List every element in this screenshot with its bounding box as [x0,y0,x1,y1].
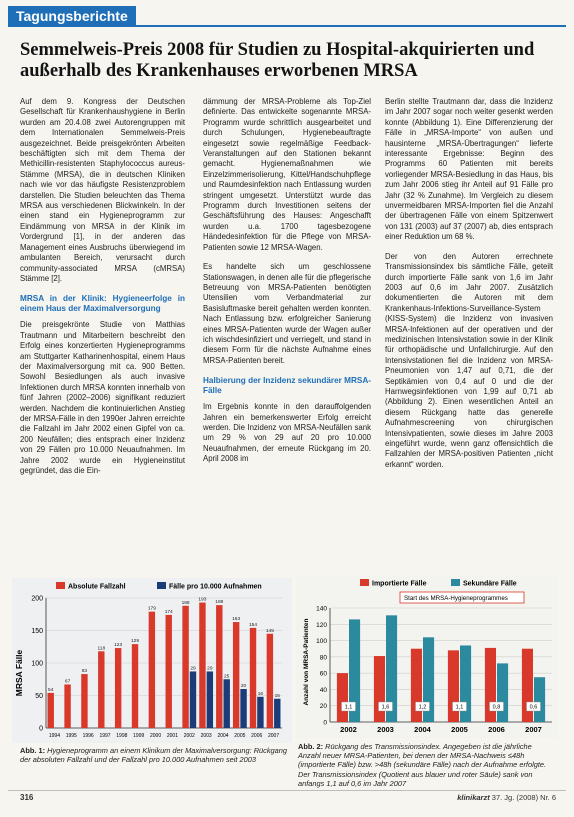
bar-per10000 [257,697,263,728]
bar-absolute [267,634,273,728]
paragraph: Auf dem 9. Kongress der Deutschen Gesellschaft für Krankenhaushygiene in Berlin wurden am 20.4.08 zwei Autorengruppen mit dem Internationalen Semmelweis-Preis ausgezeichnet. Beide preisgekrönten Arbeiten beschäftigten sich mit dem Thema der Methicillin-resistenten Staphylococcus aureus-Stämme (MRSA), die in deutschen Kliniken nach wie vor das häufigste Resistenzproblem darstellen. Die Studien beleuchten das Thema MRSA aus verschiedenen Blickwinkeln. In der einen stand ein Hygieneprogramm zur Eindämmung von MRSA in der Klinik im Vordergrund [1], in der anderen das Management eines Ausbruchs überwiegend im ambulanten Bereich, verursacht durch community-associated MRSA (cMRSA) Stämme [2]. [20,97,185,283]
program-start-note: Start des MRSA-Hygieneprogrammes [404,595,508,602]
x-tick-label: 2003 [377,725,394,734]
figure-1-caption [20,746,290,764]
journal-info [457,793,556,802]
y-tick-label: 40 [319,686,327,694]
y-tick-label: 20 [319,703,327,711]
bar-absolute [98,651,104,728]
bar-sekundaer [497,663,508,722]
bar-value-label: 179 [147,606,156,612]
x-tick-label: 2001 [166,733,178,739]
bar-importiert [374,656,385,722]
chart-2 [296,576,558,738]
bar-per10000 [207,671,213,728]
y-axis-label: MRSA Fälle [14,649,24,697]
legend-swatch-per10000 [157,582,166,589]
bar-value-label: 20 [240,684,247,689]
paragraph: dämmung der MRSA-Probleme als Top-Ziel definierte. Das entwickelte sogenannte MRSA-Programm wurde schrittlich ausgearbeitet und durch Schulungen, Hygienebeauftragte eingesetzt sowie regelmäßige Feedback-Veranstaltungen auf den Stationen bekannt gemacht. Hygienemaßnahmen wie Einzelzimmerisolierung, Kittel/Handschuhpflege und Raumdesinfektion nach Entlassung wurden stringent umgesetzt. Unterstützt wurde das Programm durch Investitionen seitens der Geschäftsführung des Hauses: Angeschafft wurden u.a. 1700 tagesbezogene Händedesinfektion für die Pflege von MRSA-Patienten sowie 12 MRSA-Wagen. [203,97,371,252]
bar-value-label: 83 [81,669,88,675]
legend-label-importiert: Importierte Fälle [372,580,427,588]
x-tick-label: 2000 [150,733,162,739]
bar-value-label: 15 [274,693,280,699]
bar-absolute [64,684,70,728]
bar-per10000 [224,679,230,728]
journal-name: klinikarzt [457,793,490,802]
index-label: 1,2 [418,704,427,711]
y-tick-label: 0 [323,719,327,727]
index-label: 1,1 [455,704,464,711]
bar-value-label: 193 [198,597,207,603]
bar-value-label: 29 [190,666,196,672]
paragraph: Es handelte sich um geschlossene Stationswagen, in denen alle für die pflegerische Betreuung von MRSA-Patienten benötigten Utensilien vom Verbandmaterial zur Basisluftmaske bereit gehalten werden konnten. Nach Entlassung bzw. erfolgreicher Sanierung eines MRSA-Patienten wurde der Wagen außer ich wischdesinfiziert und verriegelt, und stand in diesem Form für die nächste Aufnahme eines MRSA-Patienten bereit. [203,262,371,365]
index-label: 0,8 [492,704,501,711]
x-tick-label: 2007 [268,733,280,739]
bar-value-label: 25 [224,674,230,680]
x-tick-label: 1999 [133,733,145,739]
x-tick-label: 1994 [48,733,60,739]
x-tick-label: 2004 [414,725,431,734]
caption-label: Abb. 2: [298,742,324,751]
legend-swatch-importiert [360,579,369,586]
bar-value-label: 123 [114,643,123,649]
x-tick-label: 2006 [488,725,505,734]
bar-absolute [199,603,205,728]
bar-value-label: 118 [97,646,106,652]
figure-1 [12,578,292,743]
text-column-1 [20,97,185,485]
paragraph: Der von den Autoren errechnete Transmissionsindex bis sämtliche Fälle, geteilt durch importierte Fälle sank von 1,6 im Jahr 2003 auf 0,6 im Jahr 2007. Zusätzlich dokumentierten die Autoren mit dem Krankenhaus-Infektions-Surveillance-System (KISS-System) die Inzidenz von invasiven MRSA-Infektionen auf der operativen und der medizinischen Intensivstation sowie in der Klinik für orthopädische und Unfallchirurgie. Auf den Intensivstationen fiel die Inzidenz von MRSA-Pneumonien von 1,47 auf 0,71, die der Septikämien von 0,4 auf 0 und die der Harnwegsinfektionen von 1,99 auf 0,71 ab (Abbildung 2). Einen wesentlichen Anteil an diesem Rückgang hatte das generelle Aufnahmescreening von chirurgischen Intensivpatienten, sowie dieses im Jahre 2003 eingeführt wurde, wenn ganz offensichtlich die Fallzahlen der MRSA-positiven Patienten „nicht erkannt“ worden. [385,251,553,469]
subheading: MRSA in der Klinik: Hygieneerfolge in einem Haus der Maximalversorgung [20,294,185,314]
y-tick-label: 200 [31,595,43,603]
bar-value-label: 129 [131,639,140,645]
chart-1 [12,578,292,743]
caption-text: Rückgang des Transmissionsindex. Angegeben ist die jährliche Anzahl neuer MRSA-Patienten, bei denen der MRSA-Nachweis ≤48h (importierte Fälle) bzw. >48h (sekundäre Fälle) nach der Aufnahme erfolgte. Der Transmissionsindex (Quotient aus blauer und roter Säule) sank von anfangs 1,1 auf 0,6 im Jahr 2007 [298,742,547,788]
bar-per10000 [274,699,280,728]
x-tick-label: 2002 [340,725,357,734]
y-tick-label: 80 [319,654,327,662]
section-tag: Tagungsberichte [8,6,136,27]
paragraph: Berlin stellte Trautmann dar, dass die Inzidenz im Jahr 2007 sogar noch weiter gesenkt werden konnte (Abbildung 1). Eine Differenzierung der Fälle in „MRSA-Importe“ von außen und hausinterne „MRSA-Übertragungen“ lieferte interessante Ergebnisse: Beginn des Programms 60 Patienten mit bereits vorliegender MRSA-Besiedlung in das Haus, bis zum Jahr 2006 stieg ihr Anteil auf 91 Fälle pro Jahr (32 % Zunahme). Im Vergleich zu diesem unvermeidbaren MRSA-Importen fiel die Anzahl der übertragenen Fälle von einem Spitzenwert von 131 (2003) auf 37 (2007) ab, dies entsprach einer Reduktion um 68 %. [385,97,553,242]
bar-sekundaer [534,677,545,722]
bar-absolute [233,622,239,728]
x-tick-label: 2005 [451,725,468,734]
bar-absolute [48,693,54,728]
bar-value-label: 163 [232,617,241,623]
y-tick-label: 120 [316,621,327,629]
journal-issue: 37. Jg. (2008) Nr. 6 [491,793,556,802]
text-column-3 [385,97,553,479]
bar-absolute [166,615,172,728]
x-tick-label: 1998 [116,733,128,739]
x-tick-label: 2002 [183,733,195,739]
bar-value-label: 16 [257,691,264,697]
y-tick-label: 0 [39,725,43,733]
y-tick-label: 150 [31,628,43,635]
index-label: 1,1 [344,704,353,711]
bar-value-label: 189 [215,600,224,606]
legend-swatch-sekundaer [451,579,460,586]
y-tick-label: 100 [31,660,43,668]
x-tick-label: 2003 [200,733,212,739]
bar-importiert [448,650,459,722]
bar-absolute [81,674,87,728]
bar-absolute [149,612,155,728]
figure-2-caption [298,742,553,788]
bar-absolute [115,648,121,728]
bar-importiert [337,673,348,722]
legend-label-per10000: Fälle pro 10.000 Aufnahmen [169,583,262,591]
section-rule [8,25,566,27]
bar-value-label: 188 [181,600,190,606]
bar-value-label: 29 [207,666,213,672]
caption-label: Abb. 1: [20,746,46,755]
bar-absolute [182,606,188,728]
index-label: 1,6 [381,704,390,711]
x-tick-label: 2006 [251,733,263,739]
bar-absolute [132,644,138,728]
bar-value-label: 174 [164,609,173,615]
x-tick-label: 1995 [65,733,77,739]
footer-rule [8,790,566,791]
text-column-2 [203,97,371,474]
bar-value-label: 145 [265,628,274,634]
y-tick-label: 50 [35,693,43,700]
x-tick-label: 1996 [82,733,94,739]
subheading: Halbierung der Inzidenz sekundärer MRSA-Fälle [203,376,371,396]
bar-absolute [216,605,222,728]
y-tick-label: 60 [319,670,327,678]
article-title: Semmelweis-Preis 2008 für Studien zu Hospital-akquirierten und außerhalb des Krankenhauses erworbenen MRSA [20,40,535,81]
bar-per10000 [190,671,196,728]
bar-value-label: 54 [48,687,54,693]
y-tick-label: 140 [316,605,327,613]
legend-label-absolute: Absolute Fallzahl [68,583,126,591]
bar-value-label: 67 [64,679,71,685]
bar-absolute [250,628,256,728]
bar-value-label: 154 [249,622,258,628]
legend-label-sekundaer: Sekundäre Fälle [463,580,517,588]
x-tick-label: 2005 [234,733,246,739]
figure-2 [296,576,558,738]
y-tick-label: 100 [316,638,327,646]
paragraph: Im Ergebnis konnte in den darauffolgenden Jahren ein bemerkenswerter Erfolg erreicht werden. Die Inzidenz von MRSA-Neufällen sank um 29 % von 29 auf 20 pro 10.000 Neuaufnahmen, der erneute Rückgang im 20. April 2008 im [203,402,371,464]
x-tick-label: 2007 [525,725,542,734]
bar-per10000 [240,689,246,728]
legend-swatch-absolute [56,582,65,589]
x-tick-label: 2004 [217,733,229,739]
x-tick-label: 1997 [99,733,111,739]
paragraph: Die preisgekrönte Studie von Matthias Trautmann und Mitarbeitern beschreibt den Erfolg eines konzertierten Hygieneprogramms am Stuttgarter Katharinenhospital, einem Haus der Maximalversorgung mit ca. 900 Betten. Sowohl Besiedlungen als auch invasive Infektionen durch MRSA konnten innerhalb von fünf Jahren (2002–2006) signifikant reduziert werden. Nachdem die kontinuierlichen Anstieg der MRSA-Fälle in den 1990er Jahren erreichte die Fallzahl im Jahr 2002 einen Gipfel von ca. 200 Neufällen; dies entsprach einer Inzidenz von 29 Fällen pro 10.000 Neuaufnahmen. Im Jahre 2002 wurde ein Hygieneinstitut gegründet, das die Ein- [20,320,185,475]
page-number: 316 [20,793,34,802]
y-axis-label: Anzahl von MRSA-Patienten [303,618,310,706]
index-label: 0,6 [529,704,538,711]
caption-text: Hygieneprogramm an einem Klinikum der Maximalversorgung: Rückgang der absoluten Fallzahl und der Fallzahl pro 10.000 Aufnahmen seit 2003 [20,746,288,765]
